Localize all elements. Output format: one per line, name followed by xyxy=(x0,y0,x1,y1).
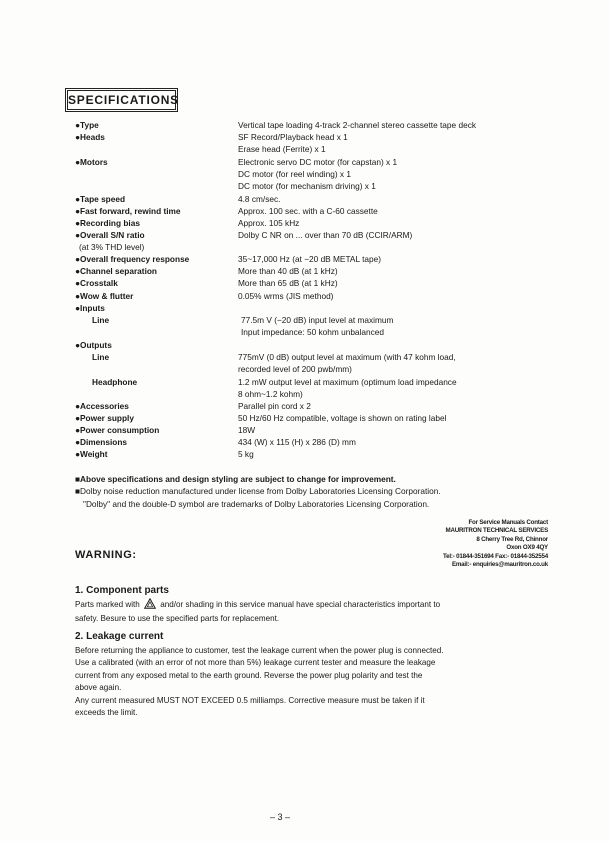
spec-value-line: 775mV (0 dB) output level at maximum (with 47 kohm load, xyxy=(238,352,456,362)
spec-sublabel: (at 3% THD level) xyxy=(79,242,145,253)
spec-label xyxy=(75,277,235,289)
spec-value-line: SF Record/Playback head x 1 xyxy=(238,132,348,142)
spec-value xyxy=(238,436,538,448)
spec-label-text: ●Fast forward, rewind time xyxy=(75,206,181,216)
service-contact xyxy=(400,519,548,569)
spec-label xyxy=(75,412,235,424)
spec-label xyxy=(75,229,235,253)
spec-label-text: ●Power consumption xyxy=(75,425,160,435)
spec-label xyxy=(75,193,235,205)
notes xyxy=(75,473,545,510)
contact-line: Tel:- 01844-351694 Fax:- 01844-352554 xyxy=(443,552,548,560)
spec-value-line: Input impedance: 50 kohm unbalanced xyxy=(241,327,384,338)
spec-value xyxy=(238,131,538,155)
component-parts-text-before: Parts marked with xyxy=(75,600,140,609)
spec-label-text: ●Heads xyxy=(75,132,105,142)
spec-label-text: ●Channel separation xyxy=(75,266,158,276)
spec-value-line: Approx. 100 sec. with a C-60 cassette xyxy=(238,206,378,216)
spec-label xyxy=(75,119,235,131)
spec-value-line: Electronic servo DC motor (for capstan) x 1 xyxy=(238,157,398,167)
spec-label xyxy=(75,436,235,448)
contact-line: 8 Cherry Tree Rd, Chinnor xyxy=(476,535,548,543)
spec-value-line: 1.2 mW output level at maximum (optimum load impedance xyxy=(238,377,457,387)
spec-label xyxy=(92,351,252,363)
spec-label xyxy=(75,400,235,412)
spec-value xyxy=(238,119,538,131)
spec-value-line: recorded level of 200 pwb/mm) xyxy=(238,364,352,375)
warning-heading: WARNING: xyxy=(75,549,137,561)
spec-value xyxy=(238,229,538,241)
spec-value xyxy=(238,448,538,460)
spec-label xyxy=(75,265,235,277)
spec-value xyxy=(238,424,538,436)
spec-value-line: 8 ohm~1.2 kohm) xyxy=(238,389,303,400)
spec-label xyxy=(75,217,235,229)
spec-label-text: ●Inputs xyxy=(75,303,105,313)
contact-line: Oxon OX9 4QY xyxy=(506,544,548,552)
leakage-line: above again. xyxy=(75,683,122,693)
spec-value-line: 77.5m V (−20 dB) input level at maximum xyxy=(241,315,394,325)
note-dolby-trademark: "Dolby" and the double-D symbol are trademarks of Dolby Laboratories Licensing Corporation. xyxy=(83,498,430,509)
spec-value xyxy=(238,193,538,205)
spec-label-text: Line xyxy=(92,315,110,325)
spec-value-line: Erase head (Ferrite) x 1 xyxy=(238,144,326,155)
section-leakage-current-text xyxy=(75,645,545,719)
page-number: – 3 – xyxy=(269,812,291,822)
section-leakage-current-heading: 2. Leakage current xyxy=(75,631,164,642)
spec-label xyxy=(75,156,235,168)
specifications-title: SPECIFICATIONS xyxy=(67,90,176,110)
spec-label-text: ●Accessories xyxy=(75,401,129,411)
spec-value xyxy=(238,376,538,400)
spec-label-text: ●Crosstalk xyxy=(75,278,118,288)
spec-label-text: ●Type xyxy=(75,120,99,130)
spec-label-text: ●Overall frequency response xyxy=(75,254,190,264)
contact-line: MAURITRON TECHNICAL SERVICES xyxy=(445,527,548,535)
spec-value xyxy=(238,265,538,277)
spec-value-line: 5 kg xyxy=(238,449,254,459)
spec-value-line: Parallel pin cord x 2 xyxy=(238,401,311,411)
spec-value-line: DC motor (for mechanism driving) x 1 xyxy=(238,181,376,192)
spec-label-text: ●Weight xyxy=(75,449,108,459)
spec-value xyxy=(238,412,538,424)
spec-value-line: 434 (W) x 115 (H) x 286 (D) mm xyxy=(238,437,356,447)
spec-value-line: Approx. 105 kHz xyxy=(238,218,300,228)
spec-value-line: Vertical tape loading 4-track 2-channel stereo cassette tape deck xyxy=(238,120,476,130)
spec-value-line: More than 40 dB (at 1 kHz) xyxy=(238,266,338,276)
contact-line: Email:- enquiries@mauritron.co.uk xyxy=(451,561,548,569)
spec-value-line: 0.05% wrms (JIS method) xyxy=(238,291,334,301)
spec-label xyxy=(75,131,235,143)
spec-value xyxy=(238,156,538,193)
spec-label xyxy=(75,205,235,217)
spec-label-text: ●Wow & flutter xyxy=(75,291,134,301)
spec-label xyxy=(92,376,252,388)
spec-label-text: ●Recording bias xyxy=(75,218,140,228)
warning-triangle-icon xyxy=(144,598,156,613)
spec-value xyxy=(238,217,538,229)
spec-value xyxy=(238,277,538,289)
spec-value-line: 4.8 cm/sec. xyxy=(238,194,281,204)
spec-label xyxy=(75,339,235,351)
spec-value-line: 18W xyxy=(238,425,256,435)
leakage-line: Use a calibrated (with an error of not more than 5%) leakage current tester and measure the leakage xyxy=(75,658,436,668)
spec-value xyxy=(238,290,538,302)
spec-label xyxy=(92,314,252,326)
spec-label xyxy=(75,253,235,265)
spec-label xyxy=(75,424,235,436)
spec-label-text: Line xyxy=(92,352,110,362)
spec-value xyxy=(238,400,538,412)
spec-label-text: Headphone xyxy=(92,377,138,387)
spec-value-line: More than 65 dB (at 1 kHz) xyxy=(238,278,338,288)
spec-label-text: ●Motors xyxy=(75,157,108,167)
spec-label xyxy=(75,290,235,302)
spec-value xyxy=(241,314,541,338)
leakage-line: exceeds the limit. xyxy=(75,708,138,718)
spec-label-text: ●Power supply xyxy=(75,413,134,423)
spec-label xyxy=(75,448,235,460)
spec-value xyxy=(238,253,538,265)
spec-label-text: ●Overall S/N ratio xyxy=(75,230,145,240)
leakage-line: current from any exposed metal to the earth ground. Reverse the power plug polarity and test the xyxy=(75,670,423,680)
spec-value-line: 50 Hz/60 Hz compatible, voltage is shown on rating label xyxy=(238,413,447,423)
spec-value-line: Dolby C NR on ... over than 70 dB (CCIR/ARM) xyxy=(238,230,413,240)
spec-label xyxy=(75,302,235,314)
spec-label-text: ●Outputs xyxy=(75,340,112,350)
section-component-parts-text xyxy=(75,598,545,626)
contact-line: For Service Manuals Contact xyxy=(468,519,548,526)
note-improvement: ■Above specifications and design styling are subject to change for improvement. xyxy=(75,474,396,484)
note-dolby-license: ■Dolby noise reduction manufactured under license from Dolby Laboratories Licensing Corporation. xyxy=(75,486,441,497)
leakage-line: Before returning the appliance to customer, test the leakage current when the power plug is connected. xyxy=(75,646,444,655)
component-parts-text-after: and/or shading in this service manual have special characteristics important to xyxy=(160,600,441,609)
spec-value xyxy=(238,351,538,375)
spec-value-line: DC motor (for reel winding) x 1 xyxy=(238,169,351,180)
spec-label-text: ●Tape speed xyxy=(75,194,126,204)
spec-value xyxy=(238,205,538,217)
component-parts-line2: safety. Besure to use the specified parts for replacement. xyxy=(75,614,280,624)
spec-label-text: ●Dimensions xyxy=(75,437,128,447)
leakage-line: Any current measured MUST NOT EXCEED 0.5 milliamps. Corrective measure must be taken if it xyxy=(75,695,425,705)
spec-value-line: 35~17,000 Hz (at −20 dB METAL tape) xyxy=(238,254,381,264)
section-component-parts-heading: 1. Component parts xyxy=(75,585,169,596)
